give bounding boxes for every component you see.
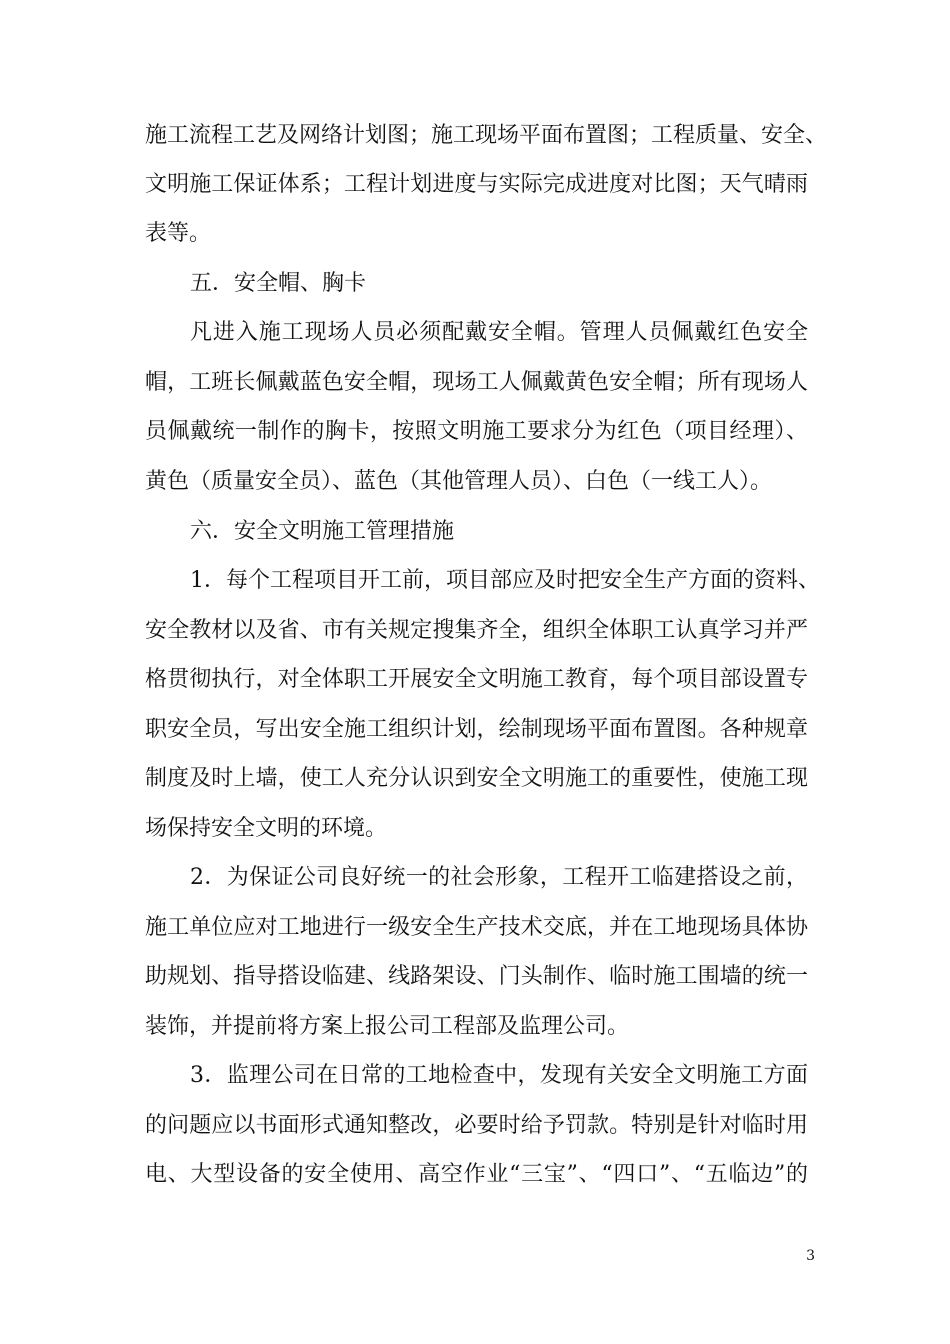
body-text-line: 帽，工班长佩戴蓝色安全帽，现场工人佩戴黄色安全帽；所有现场人 [145,370,808,395]
body-text-line: 凡进入施工现场人员必须配戴安全帽。管理人员佩戴红色安全 [190,320,808,345]
body-text-line: 职安全员，写出安全施工组织计划，绘制现场平面布置图。各种规章 [145,717,808,742]
body-text-line: 安全教材以及省、市有关规定搜集齐全，组织全体职工认真学习并严 [145,618,808,643]
body-text-line: 文明施工保证体系；工程计划进度与实际完成进度对比图；天气晴雨 [145,172,808,197]
body-text-line: 格贯彻执行，对全体职工开展安全文明施工教育，每个项目部设置专 [145,667,808,692]
body-text-line: 施工流程工艺及网络计划图；施工现场平面布置图；工程质量、安全、 [145,123,828,148]
body-text-line: 施工单位应对工地进行一级安全生产技术交底，并在工地现场具体协 [145,915,808,940]
body-text-line: 电、大型设备的安全使用、高空作业“三宝”、“四口”、“五临边”的 [145,1162,809,1187]
body-text-line: 3．监理公司在日常的工地检查中，发现有关安全文明施工方面 [190,1063,808,1088]
section-heading: 五．安全帽、胸卡 [190,271,367,296]
page-number: 3 [806,1248,815,1264]
body-text-line: 助规划、指导搭设临建、线路架设、门头制作、临时施工围墙的统一 [145,964,808,989]
body-text-line: 员佩戴统一制作的胸卡，按照文明施工要求分为红色（项目经理）、 [145,419,808,444]
body-text-line: 黄色（质量安全员）、蓝色（其他管理人员）、白色（一线工人）。 [145,469,773,494]
body-text-line: 1．每个工程项目开工前，项目部应及时把安全生产方面的资料、 [190,568,820,593]
body-text-line: 制度及时上墙，使工人充分认识到安全文明施工的重要性，使施工现 [145,766,808,791]
body-text-line: 表等。 [145,221,212,246]
section-heading: 六．安全文明施工管理措施 [190,519,455,544]
body-text-line: 场保持安全文明的环境。 [145,816,388,841]
body-text-line: 装饰，并提前将方案上报公司工程部及监理公司。 [145,1014,630,1039]
body-text-line: 的问题应以书面形式通知整改，必要时给予罚款。特别是针对临时用 [145,1113,808,1138]
body-text-line: 2．为保证公司良好统一的社会形象，工程开工临建搭设之前， [190,865,808,890]
